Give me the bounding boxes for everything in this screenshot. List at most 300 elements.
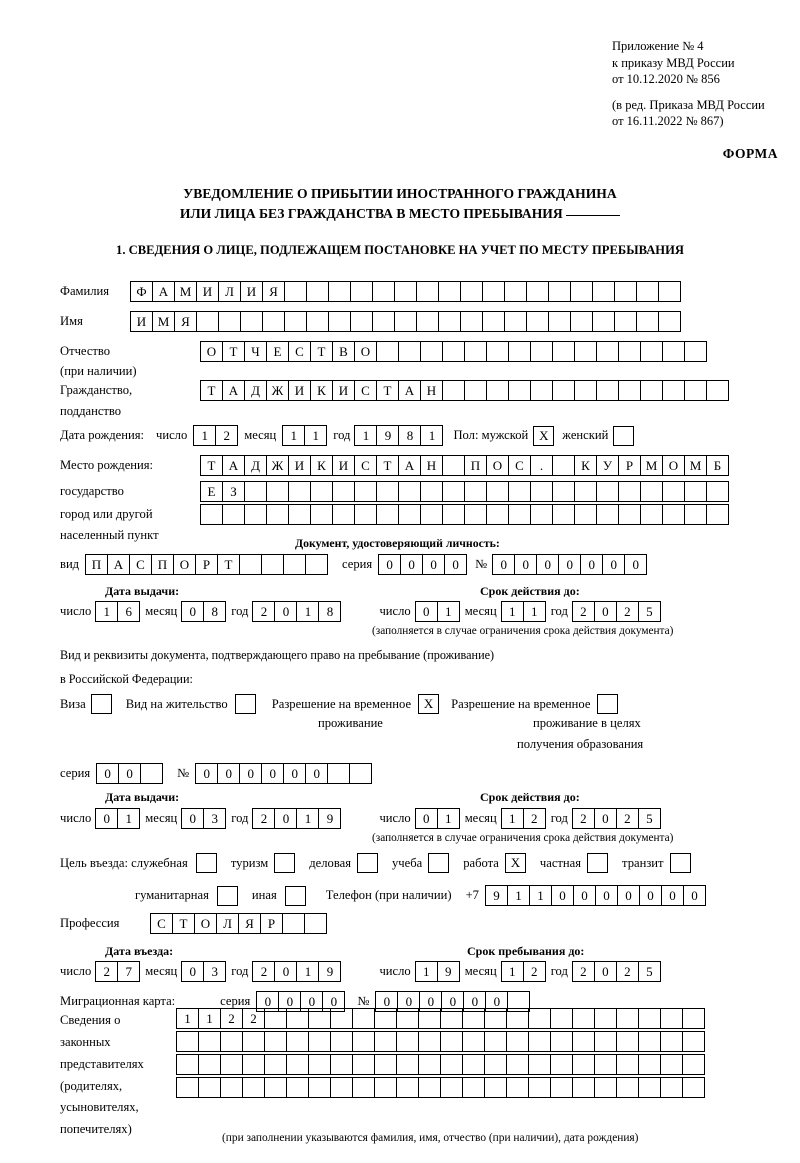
char-cell[interactable] xyxy=(550,1031,573,1052)
char-cell[interactable] xyxy=(462,1008,485,1029)
char-cell[interactable]: 0 xyxy=(617,885,640,906)
char-cell[interactable] xyxy=(660,1077,683,1098)
char-cell[interactable] xyxy=(266,481,289,502)
char-cell[interactable]: 0 xyxy=(639,885,662,906)
char-cell[interactable] xyxy=(506,1077,529,1098)
char-cell[interactable]: 9 xyxy=(376,425,399,446)
char-cell[interactable] xyxy=(462,1054,485,1075)
char-cell[interactable]: И xyxy=(288,455,311,476)
char-cell[interactable]: 1 xyxy=(507,885,530,906)
char-cell[interactable]: А xyxy=(107,554,130,575)
char-cell[interactable] xyxy=(352,1054,375,1075)
char-cell[interactable] xyxy=(352,1008,375,1029)
char-cell[interactable] xyxy=(484,1054,507,1075)
identity-number-input[interactable] xyxy=(492,554,647,575)
char-cell[interactable]: 0 xyxy=(305,763,328,784)
char-cell[interactable]: 2 xyxy=(572,601,595,622)
permit-issue-year-input[interactable] xyxy=(252,808,341,829)
char-cell[interactable] xyxy=(614,311,637,332)
char-cell[interactable] xyxy=(352,1031,375,1052)
char-cell[interactable]: С xyxy=(129,554,152,575)
char-cell[interactable]: 0 xyxy=(661,885,684,906)
char-cell[interactable] xyxy=(440,1054,463,1075)
char-cell[interactable] xyxy=(220,1077,243,1098)
surname-input[interactable] xyxy=(130,281,681,302)
sex-female-checkbox[interactable] xyxy=(613,426,634,446)
char-cell[interactable] xyxy=(618,380,641,401)
char-cell[interactable] xyxy=(462,1077,485,1098)
char-cell[interactable] xyxy=(684,504,707,525)
char-cell[interactable] xyxy=(552,455,575,476)
char-cell[interactable] xyxy=(618,341,641,362)
birthplace-line-3-input[interactable] xyxy=(200,504,729,525)
char-cell[interactable] xyxy=(308,1054,331,1075)
char-cell[interactable] xyxy=(530,341,553,362)
char-cell[interactable]: Ф xyxy=(130,281,153,302)
char-cell[interactable] xyxy=(330,1054,353,1075)
char-cell[interactable] xyxy=(286,1008,309,1029)
char-cell[interactable]: 0 xyxy=(96,763,119,784)
purpose-humanitarian-checkbox[interactable] xyxy=(217,886,238,906)
char-cell[interactable]: Ж xyxy=(266,380,289,401)
char-cell[interactable] xyxy=(596,481,619,502)
char-cell[interactable] xyxy=(574,380,597,401)
char-cell[interactable] xyxy=(440,1077,463,1098)
identity-valid-day-input[interactable] xyxy=(415,601,460,622)
char-cell[interactable]: 0 xyxy=(195,763,218,784)
char-cell[interactable] xyxy=(330,1008,353,1029)
char-cell[interactable] xyxy=(548,281,571,302)
char-cell[interactable]: С xyxy=(150,913,173,934)
char-cell[interactable] xyxy=(310,504,333,525)
char-cell[interactable] xyxy=(706,481,729,502)
char-cell[interactable]: 0 xyxy=(397,991,420,1012)
char-cell[interactable]: Т xyxy=(217,554,240,575)
char-cell[interactable]: 0 xyxy=(441,991,464,1012)
char-cell[interactable] xyxy=(176,1054,199,1075)
purpose-item-checkbox[interactable] xyxy=(274,853,295,873)
char-cell[interactable] xyxy=(376,341,399,362)
char-cell[interactable]: М xyxy=(152,311,175,332)
char-cell[interactable]: И xyxy=(130,311,153,332)
char-cell[interactable] xyxy=(486,481,509,502)
char-cell[interactable] xyxy=(682,1008,705,1029)
char-cell[interactable] xyxy=(418,1008,441,1029)
char-cell[interactable] xyxy=(706,504,729,525)
char-cell[interactable]: 0 xyxy=(274,601,297,622)
char-cell[interactable] xyxy=(460,281,483,302)
char-cell[interactable]: 0 xyxy=(594,961,617,982)
sex-male-checkbox[interactable]: X xyxy=(533,426,554,446)
char-cell[interactable]: 1 xyxy=(501,601,524,622)
char-cell[interactable] xyxy=(660,1031,683,1052)
char-cell[interactable] xyxy=(350,311,373,332)
char-cell[interactable]: О xyxy=(662,455,685,476)
char-cell[interactable] xyxy=(506,1008,529,1029)
char-cell[interactable]: Б xyxy=(706,455,729,476)
edu-residence-checkbox[interactable] xyxy=(597,694,618,714)
char-cell[interactable] xyxy=(286,1054,309,1075)
char-cell[interactable]: М xyxy=(174,281,197,302)
char-cell[interactable]: У xyxy=(596,455,619,476)
char-cell[interactable] xyxy=(682,1054,705,1075)
char-cell[interactable] xyxy=(354,504,377,525)
char-cell[interactable]: З xyxy=(222,481,245,502)
char-cell[interactable] xyxy=(198,1077,221,1098)
char-cell[interactable]: 0 xyxy=(300,991,323,1012)
char-cell[interactable] xyxy=(374,1031,397,1052)
rep-line-1-input[interactable] xyxy=(176,1008,705,1029)
char-cell[interactable] xyxy=(658,311,681,332)
char-cell[interactable] xyxy=(530,380,553,401)
char-cell[interactable]: С xyxy=(354,455,377,476)
char-cell[interactable]: 0 xyxy=(594,601,617,622)
char-cell[interactable]: 1 xyxy=(296,961,319,982)
char-cell[interactable] xyxy=(528,1031,551,1052)
char-cell[interactable] xyxy=(592,281,615,302)
char-cell[interactable]: 0 xyxy=(274,808,297,829)
char-cell[interactable] xyxy=(662,341,685,362)
char-cell[interactable] xyxy=(374,1077,397,1098)
char-cell[interactable] xyxy=(640,380,663,401)
char-cell[interactable] xyxy=(660,1008,683,1029)
char-cell[interactable] xyxy=(482,281,505,302)
char-cell[interactable]: 0 xyxy=(375,991,398,1012)
char-cell[interactable] xyxy=(261,554,284,575)
birthplace-line-1-input[interactable] xyxy=(200,455,729,476)
char-cell[interactable] xyxy=(264,1008,287,1029)
char-cell[interactable]: Л xyxy=(218,281,241,302)
char-cell[interactable]: Л xyxy=(216,913,239,934)
char-cell[interactable] xyxy=(464,380,487,401)
char-cell[interactable]: 1 xyxy=(415,961,438,982)
patronymic-input[interactable] xyxy=(200,341,707,362)
char-cell[interactable]: 0 xyxy=(95,808,118,829)
char-cell[interactable] xyxy=(442,341,465,362)
char-cell[interactable]: Т xyxy=(200,380,223,401)
char-cell[interactable] xyxy=(420,481,443,502)
char-cell[interactable]: 9 xyxy=(485,885,508,906)
char-cell[interactable]: 1 xyxy=(117,808,140,829)
char-cell[interactable]: 1 xyxy=(296,808,319,829)
char-cell[interactable]: 0 xyxy=(463,991,486,1012)
identity-valid-year-input[interactable] xyxy=(572,601,661,622)
char-cell[interactable] xyxy=(328,281,351,302)
purpose-service-checkbox[interactable] xyxy=(196,853,217,873)
char-cell[interactable]: Р xyxy=(195,554,218,575)
char-cell[interactable] xyxy=(508,504,531,525)
stay-month-input[interactable] xyxy=(501,961,546,982)
char-cell[interactable]: Т xyxy=(222,341,245,362)
char-cell[interactable]: 1 xyxy=(420,425,443,446)
permit-number-input[interactable] xyxy=(195,763,372,784)
char-cell[interactable]: И xyxy=(240,281,263,302)
char-cell[interactable] xyxy=(636,281,659,302)
char-cell[interactable]: 1 xyxy=(296,601,319,622)
char-cell[interactable] xyxy=(486,504,509,525)
char-cell[interactable] xyxy=(418,1077,441,1098)
char-cell[interactable] xyxy=(332,481,355,502)
char-cell[interactable] xyxy=(286,1031,309,1052)
char-cell[interactable] xyxy=(616,1077,639,1098)
char-cell[interactable]: Я xyxy=(238,913,261,934)
entry-month-input[interactable] xyxy=(181,961,226,982)
char-cell[interactable] xyxy=(638,1008,661,1029)
char-cell[interactable]: 0 xyxy=(580,554,603,575)
char-cell[interactable] xyxy=(416,311,439,332)
char-cell[interactable] xyxy=(420,504,443,525)
char-cell[interactable] xyxy=(418,1054,441,1075)
stay-year-input[interactable] xyxy=(572,961,661,982)
char-cell[interactable]: 2 xyxy=(252,601,275,622)
char-cell[interactable]: Р xyxy=(260,913,283,934)
char-cell[interactable] xyxy=(486,341,509,362)
char-cell[interactable]: 0 xyxy=(415,601,438,622)
char-cell[interactable]: 0 xyxy=(181,808,204,829)
char-cell[interactable] xyxy=(264,1031,287,1052)
char-cell[interactable]: Т xyxy=(172,913,195,934)
char-cell[interactable]: К xyxy=(574,455,597,476)
char-cell[interactable]: И xyxy=(288,380,311,401)
char-cell[interactable] xyxy=(376,481,399,502)
char-cell[interactable] xyxy=(288,504,311,525)
char-cell[interactable] xyxy=(460,311,483,332)
char-cell[interactable] xyxy=(594,1054,617,1075)
char-cell[interactable] xyxy=(504,281,527,302)
char-cell[interactable] xyxy=(684,481,707,502)
char-cell[interactable] xyxy=(508,380,531,401)
char-cell[interactable] xyxy=(374,1054,397,1075)
char-cell[interactable] xyxy=(484,1008,507,1029)
char-cell[interactable]: 0 xyxy=(419,991,442,1012)
char-cell[interactable]: 2 xyxy=(252,808,275,829)
char-cell[interactable] xyxy=(640,341,663,362)
char-cell[interactable] xyxy=(638,1054,661,1075)
char-cell[interactable] xyxy=(464,504,487,525)
birth-month-input[interactable] xyxy=(282,425,327,446)
char-cell[interactable] xyxy=(283,554,306,575)
char-cell[interactable]: 0 xyxy=(595,885,618,906)
char-cell[interactable]: 0 xyxy=(181,601,204,622)
char-cell[interactable] xyxy=(528,1008,551,1029)
identity-series-input[interactable] xyxy=(378,554,467,575)
char-cell[interactable] xyxy=(198,1031,221,1052)
char-cell[interactable] xyxy=(284,281,307,302)
char-cell[interactable]: А xyxy=(222,380,245,401)
char-cell[interactable]: 2 xyxy=(616,961,639,982)
char-cell[interactable] xyxy=(614,281,637,302)
citizenship-input[interactable] xyxy=(200,380,729,401)
char-cell[interactable] xyxy=(438,311,461,332)
char-cell[interactable] xyxy=(376,504,399,525)
char-cell[interactable] xyxy=(618,481,641,502)
char-cell[interactable] xyxy=(616,1054,639,1075)
char-cell[interactable]: 1 xyxy=(501,961,524,982)
char-cell[interactable]: Т xyxy=(310,341,333,362)
entry-day-input[interactable] xyxy=(95,961,140,982)
permit-valid-year-input[interactable] xyxy=(572,808,661,829)
phone-input[interactable] xyxy=(485,885,706,906)
char-cell[interactable] xyxy=(332,504,355,525)
permit-series-input[interactable] xyxy=(96,763,163,784)
char-cell[interactable]: А xyxy=(222,455,245,476)
permit-issue-day-input[interactable] xyxy=(95,808,140,829)
rep-line-2-input[interactable] xyxy=(176,1031,705,1052)
char-cell[interactable] xyxy=(662,380,685,401)
char-cell[interactable] xyxy=(504,311,527,332)
visa-checkbox[interactable] xyxy=(91,694,112,714)
char-cell[interactable]: П xyxy=(151,554,174,575)
char-cell[interactable]: 9 xyxy=(437,961,460,982)
char-cell[interactable]: 2 xyxy=(523,808,546,829)
purpose-item-checkbox[interactable] xyxy=(428,853,449,873)
char-cell[interactable] xyxy=(464,341,487,362)
char-cell[interactable]: 0 xyxy=(485,991,508,1012)
char-cell[interactable]: 2 xyxy=(572,961,595,982)
char-cell[interactable]: 6 xyxy=(117,601,140,622)
char-cell[interactable] xyxy=(682,1031,705,1052)
char-cell[interactable]: 3 xyxy=(203,961,226,982)
char-cell[interactable]: 0 xyxy=(400,554,423,575)
char-cell[interactable] xyxy=(372,311,395,332)
char-cell[interactable] xyxy=(220,1031,243,1052)
char-cell[interactable] xyxy=(398,481,421,502)
char-cell[interactable] xyxy=(374,1008,397,1029)
char-cell[interactable] xyxy=(396,1008,419,1029)
char-cell[interactable] xyxy=(196,311,219,332)
char-cell[interactable] xyxy=(440,1008,463,1029)
char-cell[interactable] xyxy=(572,1031,595,1052)
char-cell[interactable]: 0 xyxy=(181,961,204,982)
char-cell[interactable] xyxy=(484,1031,507,1052)
char-cell[interactable]: О xyxy=(486,455,509,476)
char-cell[interactable]: 0 xyxy=(444,554,467,575)
char-cell[interactable] xyxy=(638,1031,661,1052)
identity-issue-year-input[interactable] xyxy=(252,601,341,622)
char-cell[interactable] xyxy=(328,311,351,332)
char-cell[interactable]: 2 xyxy=(572,808,595,829)
char-cell[interactable]: И xyxy=(196,281,219,302)
char-cell[interactable]: Е xyxy=(200,481,223,502)
char-cell[interactable]: 0 xyxy=(422,554,445,575)
char-cell[interactable] xyxy=(570,311,593,332)
char-cell[interactable]: 1 xyxy=(304,425,327,446)
char-cell[interactable]: 0 xyxy=(602,554,625,575)
residence-permit-checkbox[interactable] xyxy=(235,694,256,714)
char-cell[interactable] xyxy=(462,1031,485,1052)
char-cell[interactable]: О xyxy=(200,341,223,362)
char-cell[interactable] xyxy=(508,341,531,362)
char-cell[interactable] xyxy=(242,1077,265,1098)
char-cell[interactable] xyxy=(308,1077,331,1098)
char-cell[interactable]: 0 xyxy=(278,991,301,1012)
char-cell[interactable]: 8 xyxy=(203,601,226,622)
char-cell[interactable] xyxy=(176,1031,199,1052)
char-cell[interactable] xyxy=(242,1031,265,1052)
char-cell[interactable]: И xyxy=(332,380,355,401)
purpose-item-checkbox[interactable] xyxy=(357,853,378,873)
char-cell[interactable]: 0 xyxy=(551,885,574,906)
char-cell[interactable]: 2 xyxy=(616,808,639,829)
char-cell[interactable] xyxy=(218,311,241,332)
identity-valid-month-input[interactable] xyxy=(501,601,546,622)
char-cell[interactable] xyxy=(682,1077,705,1098)
temp-residence-checkbox[interactable]: X xyxy=(418,694,439,714)
char-cell[interactable] xyxy=(330,1077,353,1098)
char-cell[interactable] xyxy=(349,763,372,784)
char-cell[interactable] xyxy=(660,1054,683,1075)
char-cell[interactable]: К xyxy=(310,380,333,401)
char-cell[interactable] xyxy=(530,481,553,502)
char-cell[interactable]: 0 xyxy=(536,554,559,575)
char-cell[interactable]: Е xyxy=(266,341,289,362)
char-cell[interactable] xyxy=(574,341,597,362)
char-cell[interactable] xyxy=(305,554,328,575)
purpose-item-checkbox[interactable] xyxy=(670,853,691,873)
char-cell[interactable] xyxy=(396,1077,419,1098)
char-cell[interactable]: Т xyxy=(376,380,399,401)
char-cell[interactable]: А xyxy=(398,455,421,476)
char-cell[interactable] xyxy=(200,504,223,525)
birth-year-input[interactable] xyxy=(354,425,443,446)
char-cell[interactable]: Т xyxy=(200,455,223,476)
char-cell[interactable] xyxy=(662,504,685,525)
char-cell[interactable]: 0 xyxy=(274,961,297,982)
char-cell[interactable] xyxy=(262,311,285,332)
char-cell[interactable] xyxy=(416,281,439,302)
char-cell[interactable]: 9 xyxy=(318,808,341,829)
char-cell[interactable] xyxy=(398,341,421,362)
char-cell[interactable]: Т xyxy=(376,455,399,476)
char-cell[interactable] xyxy=(572,1008,595,1029)
char-cell[interactable]: 2 xyxy=(523,961,546,982)
char-cell[interactable] xyxy=(594,1031,617,1052)
char-cell[interactable] xyxy=(394,311,417,332)
char-cell[interactable] xyxy=(242,1054,265,1075)
char-cell[interactable] xyxy=(574,481,597,502)
char-cell[interactable]: 2 xyxy=(616,601,639,622)
char-cell[interactable]: П xyxy=(85,554,108,575)
char-cell[interactable] xyxy=(706,380,729,401)
char-cell[interactable] xyxy=(442,455,465,476)
char-cell[interactable] xyxy=(552,380,575,401)
char-cell[interactable]: С xyxy=(508,455,531,476)
char-cell[interactable]: 3 xyxy=(203,808,226,829)
char-cell[interactable] xyxy=(528,1077,551,1098)
char-cell[interactable] xyxy=(594,1008,617,1029)
char-cell[interactable]: 1 xyxy=(95,601,118,622)
char-cell[interactable]: 0 xyxy=(594,808,617,829)
char-cell[interactable] xyxy=(662,481,685,502)
char-cell[interactable] xyxy=(440,1031,463,1052)
char-cell[interactable] xyxy=(350,281,373,302)
purpose-item-checkbox[interactable] xyxy=(587,853,608,873)
char-cell[interactable] xyxy=(442,504,465,525)
rep-line-4-input[interactable] xyxy=(176,1077,705,1098)
char-cell[interactable] xyxy=(638,1077,661,1098)
char-cell[interactable]: 0 xyxy=(283,763,306,784)
char-cell[interactable]: П xyxy=(464,455,487,476)
char-cell[interactable] xyxy=(552,481,575,502)
char-cell[interactable] xyxy=(306,281,329,302)
char-cell[interactable] xyxy=(438,281,461,302)
char-cell[interactable] xyxy=(506,1054,529,1075)
char-cell[interactable] xyxy=(244,504,267,525)
permit-valid-day-input[interactable] xyxy=(415,808,460,829)
char-cell[interactable] xyxy=(658,281,681,302)
char-cell[interactable]: 0 xyxy=(256,991,279,1012)
char-cell[interactable] xyxy=(264,1054,287,1075)
